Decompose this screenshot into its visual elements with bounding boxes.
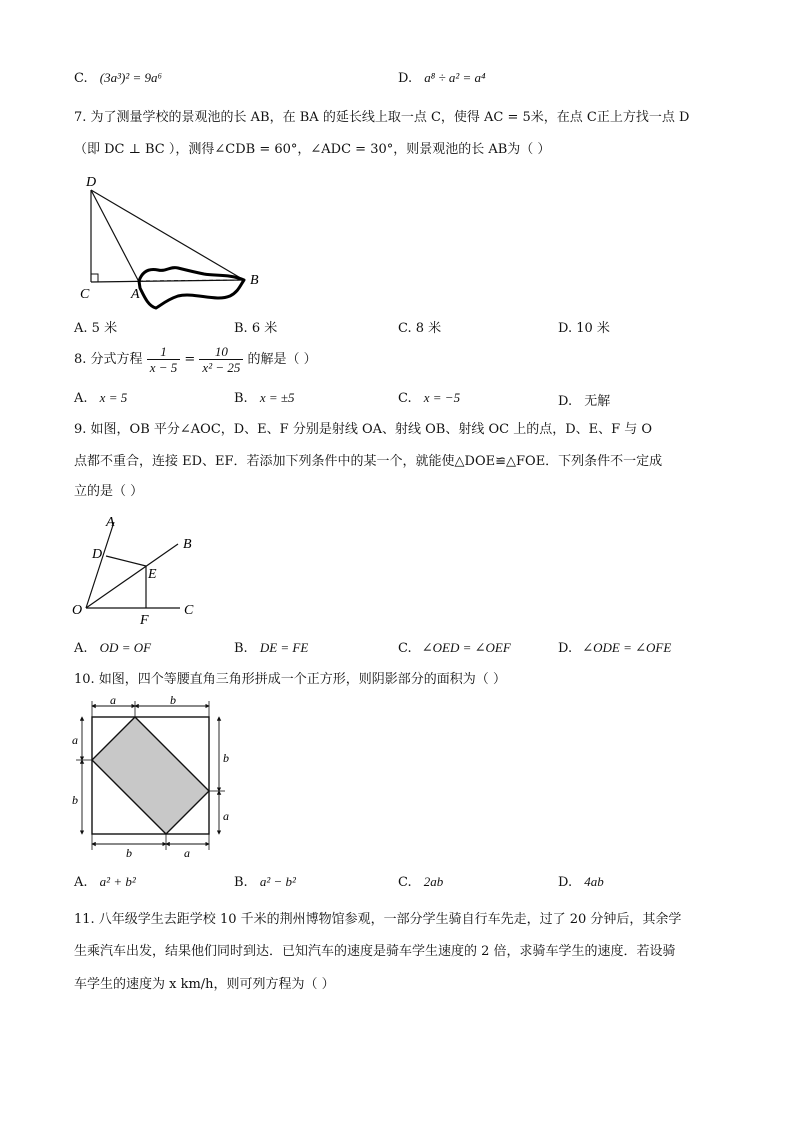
q9-segment-de [106, 556, 146, 566]
q8-option-a-text: x = 5 [99, 390, 128, 405]
q9-label-o: O [72, 603, 83, 618]
q9-option-d [558, 640, 671, 656]
q8-fraction-1-denominator: x − 5 [149, 360, 178, 375]
q6-option-d [398, 70, 486, 86]
q8-fraction-1 [147, 344, 181, 375]
q9-option-a-label: A. [74, 641, 88, 656]
q10-option-c-label: C. [398, 875, 412, 890]
q8-option-d [558, 390, 610, 409]
q10-label-right-a: a [223, 809, 229, 823]
q7-option-d [558, 317, 610, 336]
q6-option-c [74, 70, 162, 86]
q8-option-c-label: C. [398, 391, 412, 406]
q9-line-3: 立的是（ ） [74, 484, 144, 499]
q7-label-d: D [86, 175, 97, 190]
q9-option-d-text: ∠ODE = ∠OFE [582, 640, 672, 655]
q8-option-a [74, 390, 127, 406]
q6-option-c-label: C. [74, 71, 88, 86]
q9-figure [66, 510, 206, 636]
q9-line-1: 9. 如图，OB 平分∠AOC，D、E、F 分别是射线 OA、射线 OB、射线 OC 上的点，D、E、F 与 O [74, 422, 653, 437]
q9-option-b-label: B. [234, 641, 248, 656]
q8-option-b [234, 390, 295, 406]
q10-option-b-text: a² − b² [259, 874, 296, 889]
q10-option-d-label: D. [558, 875, 573, 890]
q10-label-right-b: b [223, 751, 229, 765]
q8-option-c-text: x = −5 [423, 390, 461, 405]
q7-option-a-label: A. [74, 321, 88, 336]
q7-option-b [234, 317, 277, 336]
q8-fraction-1-numerator: 1 [147, 344, 181, 360]
q10-line-1: 10. 如图，四个等腰直角三角形拼成一个正方形，则阴影部分的面积为（ ） [74, 672, 506, 687]
q10-option-a-text: a² + b² [99, 874, 136, 889]
q8-option-c [398, 390, 460, 406]
q7-option-c-label: C. [398, 321, 412, 336]
q9-option-a-text: OD = OF [99, 640, 152, 655]
q10-label-left-a: a [72, 733, 78, 747]
q7-option-c-text: 8 米 [415, 321, 442, 336]
q10-label-left-b: b [72, 793, 78, 807]
q7-label-c: C [80, 287, 90, 302]
q9-label-e: E [148, 567, 157, 582]
q9-label-c: C [184, 603, 194, 618]
q9-line-2: 点都不重合，连接 ED、EF．若添加下列条件中的某一个，就能使△DOE≌△FOE．下列条件不一定成 [74, 454, 663, 469]
q9-option-c [398, 640, 511, 656]
q9-option-c-label: C. [398, 641, 412, 656]
q7-option-b-label: B. [234, 321, 248, 336]
q10-option-c [398, 874, 443, 890]
q7-pond-outline [139, 268, 244, 308]
q10-option-d [558, 874, 604, 890]
q9-option-b-text: DE = FE [259, 640, 309, 655]
q10-option-c-text: 2ab [423, 874, 444, 889]
q10-figure [66, 696, 236, 860]
q9-option-d-label: D. [558, 641, 573, 656]
q7-figure [74, 168, 284, 318]
q11-line-2: 生乘汽车出发，结果他们同时到达．已知汽车的速度是骑车学生速度的 2 倍，求骑车学生的速度．若设骑 [74, 944, 676, 959]
q7-right-angle-mark [91, 274, 98, 282]
q8-option-d-text: 无解 [584, 394, 611, 409]
q7-line-2: （即 DC ⊥ BC ），测得∠CDB = 60°，∠ADC = 30°，则景观池的长 AB为（ ） [74, 142, 551, 157]
q10-label-top-a: a [110, 696, 116, 707]
q10-option-b-label: B. [234, 875, 248, 890]
q8-fraction-2-numerator: 10 [199, 344, 243, 360]
q10-shaded-rectangle [92, 717, 209, 834]
q8-option-b-text: x = ±5 [259, 390, 295, 405]
q7-option-d-label: D. [558, 321, 573, 336]
q8-option-b-label: B. [234, 391, 248, 406]
q7-option-c [398, 317, 441, 336]
q8-equals: = [184, 352, 196, 367]
q8-fraction-2 [199, 344, 243, 375]
q9-label-a: A [106, 515, 115, 530]
q8-option-d-label: D. [558, 394, 573, 409]
q10-label-top-b: b [170, 696, 176, 707]
q7-option-b-text: 6 米 [251, 321, 278, 336]
q10-option-d-text: 4ab [584, 874, 604, 889]
q7-line-1: 7. 为了测量学校的景观池的长 AB，在 BA 的延长线上取一点 C，使得 AC = 5米，在点 C正上方找一点 D [74, 110, 690, 125]
q7-option-a [74, 317, 117, 336]
q9-label-d: D [92, 547, 103, 562]
q11-line-3: 车学生的速度为 x km/h，则可列方程为（ ） [74, 977, 335, 992]
q7-option-a-text: 5 米 [91, 321, 118, 336]
q10-label-bottom-a: a [184, 846, 190, 860]
q8-suffix: 的解是（ ） [247, 352, 317, 367]
q7-label-b: B [250, 273, 259, 288]
q9-option-c-text: ∠OED = ∠OEF [421, 640, 511, 655]
q9-ray-oa [86, 522, 114, 608]
q6-option-c-expr: (3a³)² = 9a⁶ [99, 70, 163, 85]
q9-label-f: F [140, 613, 149, 628]
q8-fraction-2-denominator: x² − 25 [202, 360, 241, 375]
q9-option-b [234, 640, 308, 656]
q10-option-a [74, 874, 136, 890]
q9-label-b: B [183, 537, 192, 552]
q8-question [74, 342, 317, 378]
q11-line-1: 11. 八年级学生去距学校 10 千米的荆州博物馆参观，一部分学生骑自行车先走，过了 20 分钟后，其余学 [74, 912, 682, 927]
q10-option-a-label: A. [74, 875, 88, 890]
q8-option-a-label: A. [74, 391, 88, 406]
q7-label-a: A [131, 287, 140, 302]
q10-option-b [234, 874, 296, 890]
q9-option-a [74, 640, 151, 656]
q6-option-d-label: D. [398, 71, 413, 86]
q7-option-d-text: 10 米 [576, 321, 610, 336]
q8-prefix: 8. 分式方程 [74, 352, 143, 367]
q10-label-bottom-b: b [126, 846, 132, 860]
q6-option-d-expr: a⁸ ÷ a² = a⁴ [424, 70, 486, 85]
